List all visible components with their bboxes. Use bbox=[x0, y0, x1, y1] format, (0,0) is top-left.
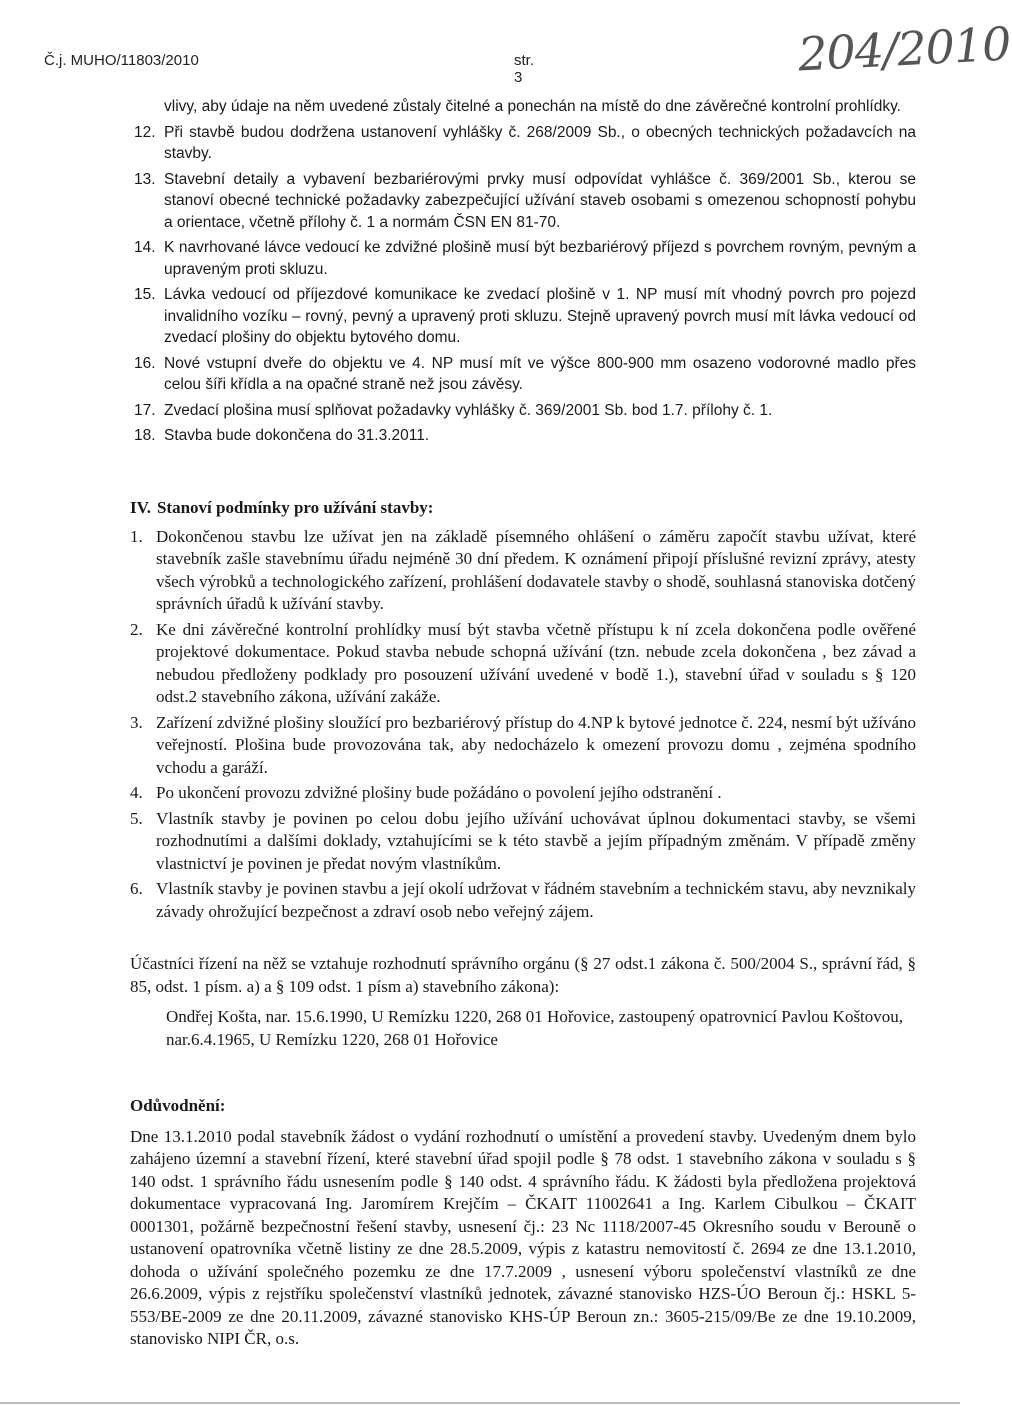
item-text: Při stavbě budou dodržena ustanovení vyhlášky č. 268/2009 Sb., o obecných technických požadavcích na stavby. bbox=[164, 123, 916, 162]
item-text: Stavební detaily a vybavení bezbariérovými prvky musí odpovídat vyhlášce č. 369/2001 Sb., kterou se stanoví obecné technické požadavky zabezpečující užívání staveb osobami s omezenou schopností pohybu a orientace, včetně přílohy č. 1 a normám ČSN EN 81-70. bbox=[164, 170, 916, 231]
list-item bbox=[134, 400, 916, 422]
item-text: Vlastník stavby je povinen stavbu a její okolí udržovat v řádném stavebním a technickém stavu, aby nevznikaly závady ohrožující bezpečnost a zdraví osob nebo veřejný zájem. bbox=[156, 879, 916, 921]
item-number: 12. bbox=[134, 123, 156, 141]
reasoning-heading: Odůvodnění: bbox=[130, 1096, 226, 1115]
section-roman-numeral: IV. bbox=[130, 498, 151, 517]
handwritten-note: 204/2010 bbox=[796, 16, 1012, 82]
item-number: 6. bbox=[130, 879, 143, 898]
item-number: 17. bbox=[134, 401, 156, 419]
party-entry: Ondřej Košta, nar. 15.6.1990, U Remízku 1220, 268 01 Hořovice, zastoupený opatrovnicí Pavlou Koštovou, nar.6.4.1965, U Remízku 1220, 268 01 Hořovice bbox=[166, 1007, 904, 1049]
item-number: 15. bbox=[134, 286, 156, 303]
section-title: Stanoví podmínky pro užívání stavby: bbox=[156, 498, 434, 517]
item-number: 3. bbox=[130, 712, 143, 732]
list-item bbox=[134, 237, 916, 280]
item-text: Zařízení zdvižné plošiny sloužící pro bezbariérový přístup do 4.NP k bytové jednotce č. 224, nesmí být užíváno veřejností. Plošina bude provozována tak, aby nedocházelo k omezení provozu domu , zejména spodního vchodu a garáží. bbox=[156, 712, 916, 777]
item-number: 16. bbox=[134, 354, 156, 372]
page-number: str. 3 bbox=[514, 52, 535, 86]
list-item bbox=[134, 284, 916, 349]
item-text: Ke dni závěrečné kontrolní prohlídky musí být stavba včetně přístupu k ní zcela dokončena podle ověřené projektové dokumentace. Pokud stavba nebude schopná užívání (tzn. nebude zcela dokončena , bez závad a nebudou předloženy podklady pro posouzení užívání uvedené v bodě 1.), stavební úřad v souladu s § 120 odst.2 stavebního zákona, užívání zakáže. bbox=[156, 619, 916, 706]
conditions-list bbox=[134, 96, 916, 451]
item-text: Vlastník stavby je povinen po celou dobu jejího užívání uchovávat úplnou dokumentaci stavby, se všemi rozhodnutími a dalšími doklady, vztahujícími se k této stavbě a jejím případným změnám. V případě změny vlastnictví je povinen je předat novým vlastníkům. bbox=[156, 808, 916, 873]
parties-intro: Účastníci řízení na něž se vztahuje rozhodnutí správního orgánu (§ 27 odst.1 zákona č. 500/2004 S., správní řád, § 85, odst. 1 písm. a) a § 109 odst. 1 písm a) stavebního zákona): bbox=[130, 954, 916, 996]
item-text: Dokončenou stavbu lze užívat jen na základě písemného ohlášení o záměru započít stavbu užívat, které stavebník zašle stavebnímu úřadu nejméně 30 dní předem. K oznámení připojí příslušné revizní zprávy, atesty všech výrobků a technologického zařízení, prohlášení dodavatele stavby o shodě, souhlasná stanoviska dotčený správních úřadů k užívání stavby. bbox=[156, 526, 916, 613]
list-item bbox=[134, 122, 916, 165]
item-text: Stavba bude dokončena do 31.3.2011. bbox=[164, 427, 430, 444]
continuation-text: vlivy, aby údaje na něm uvedené zůstaly čitelné a ponechán na místě do dne závěrečné kontrolní prohlídky. bbox=[164, 98, 901, 115]
scan-edge-divider bbox=[0, 1402, 960, 1404]
item-number: 14. bbox=[134, 239, 156, 256]
list-item bbox=[134, 425, 916, 447]
item-text: Lávka vedoucí od příjezdové komunikace ke zvedací plošině v 1. NP musí mít vhodný povrch pro pojezd invalidního vozíku – rovný, pevný a upravený proti skluzu. Stejně upravený povrch musí mít lávka vedoucí od zvedací plošiny do objektu bytového domu. bbox=[164, 286, 916, 346]
item-number: 5. bbox=[130, 808, 143, 828]
reference-number: Č.j. MUHO/11803/2010 bbox=[44, 52, 199, 69]
list-item bbox=[130, 782, 916, 805]
list-item bbox=[130, 712, 916, 780]
list-item bbox=[130, 526, 916, 616]
list-item bbox=[130, 808, 916, 876]
list-item bbox=[134, 169, 916, 234]
section-iv bbox=[130, 497, 916, 1351]
item-number: 4. bbox=[130, 783, 143, 802]
section-heading bbox=[130, 497, 916, 520]
list-item bbox=[130, 878, 916, 923]
item-text: Po ukončení provozu zdvižné plošiny bude požádáno o povolení jejího odstranění . bbox=[156, 783, 722, 802]
item-number: 13. bbox=[134, 170, 156, 188]
list-item bbox=[134, 353, 916, 396]
item-text: Zvedací plošina musí splňovat požadavky vyhlášky č. 369/2001 Sb. bod 1.7. přílohy č. 1. bbox=[164, 401, 773, 419]
item-text: K navrhované lávce vedoucí ke zdvižné plošině musí být bezbariérový příjezd s povrchem rovným, pevným a upraveným proti skluzu. bbox=[164, 239, 916, 278]
item-number: 1. bbox=[130, 526, 143, 546]
item-text: Nové vstupní dveře do objektu ve 4. NP musí mít ve výšce 800-900 mm osazeno vodorovné madlo přes celou šíři křídla a na opačné straně než jsou závěsy. bbox=[164, 354, 916, 393]
item-number: 18. bbox=[134, 427, 156, 444]
list-item bbox=[130, 619, 916, 709]
item-number: 2. bbox=[130, 619, 143, 639]
reasoning-text: Dne 13.1.2010 podal stavebník žádost o vydání rozhodnutí o umístění a provedení stavby. Uvedeným dnem bylo zahájeno územní a stavební řízení, které stavební úřad spojil podle § 78 odst. 1 stavebního zákona v souladu s § 140 odst. 1 správního řádu usnesením podle § 140 odst. 4 správního řádu. K žádosti byla předložena projektová dokumentace vypracovaná Ing. Jaromírem Krejčím – ČKAIT 11002641 a Ing. Karlem Cibulkou – ČKAIT 0001301, požárně bezpečnostní řešení stavby, usnesení čj.: 23 Nc 1118/2007-45 Okresního soudu v Berouně o ustanovení opatrovníka včetně listiny ze dne 28.5.2009, výpis z katastru nemovitostí č. 2694 ze dne 13.1.2010, dohoda o užívání společného pozemku ze dne 17.7.2009 , usnesení výboru společenství vlastníků ze dne 26.6.2009, výpis z rejstříku společenství vlastníků jednotek, závazné stanovisko HZS-ÚO Beroun čj.: HSKL 5-553/BE-2009 ze dne 20.11.2009, závazné stanovisko KHS-ÚP Beroun zn.: 3605-215/09/Be ze dne 19.10.2009, stanovisko NIPI ČR, o.s. bbox=[130, 1126, 916, 1348]
